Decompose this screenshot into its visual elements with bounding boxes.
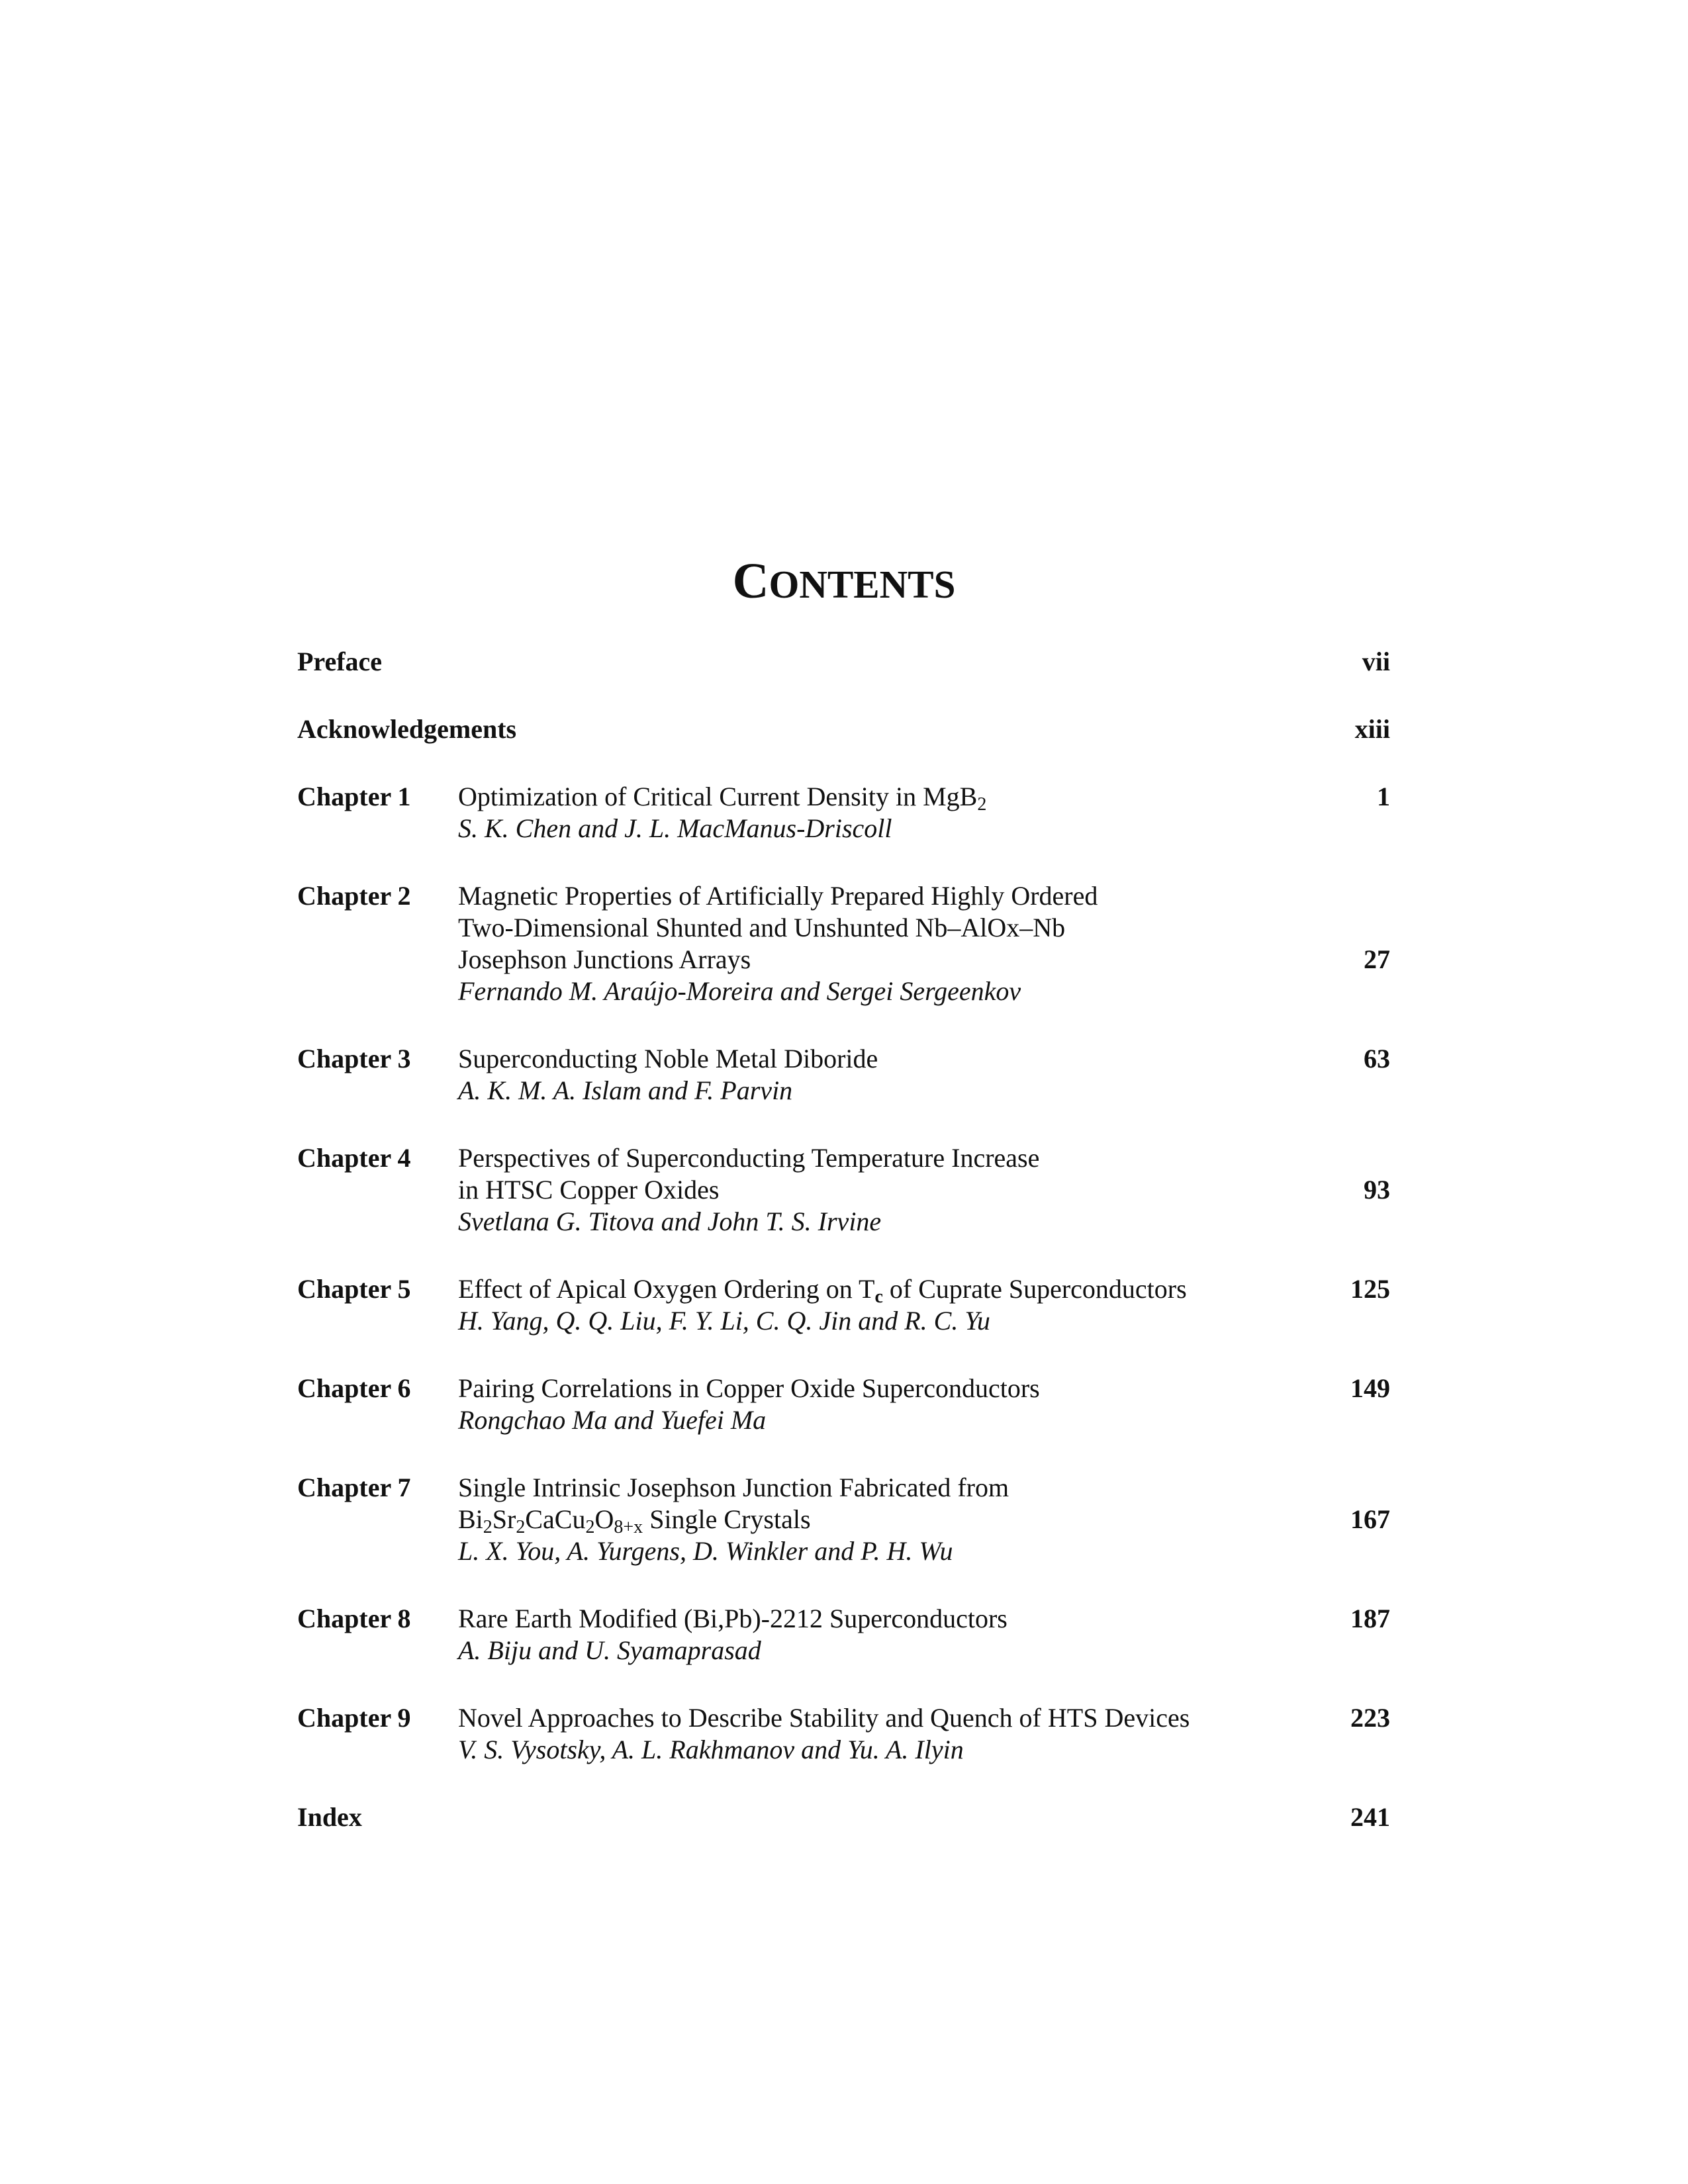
- chapter-3-title[interactable]: Superconducting Noble Metal Diboride: [458, 1044, 878, 1073]
- chapter-2-title-line-3[interactable]: Josephson Junctions Arrays: [458, 944, 751, 974]
- chapter-2-authors: Fernando M. Araújo-Moreira and Sergei Sergeenkov: [458, 976, 1021, 1006]
- chapter-8-label: Chapter 8: [297, 1604, 411, 1633]
- chapter-5-title[interactable]: Effect of Apical Oxygen Ordering on Tc of Cuprate Superconductors: [458, 1274, 1187, 1307]
- chapter-8-title[interactable]: Rare Earth Modified (Bi,Pb)-2212 Superconductors: [458, 1604, 1008, 1633]
- chapter-6-page: 149: [1350, 1373, 1390, 1403]
- chapter-9-page: 223: [1350, 1703, 1390, 1733]
- chapter-4-label: Chapter 4: [297, 1143, 411, 1173]
- title-initial: C: [732, 553, 769, 609]
- chapter-3-page: 63: [1364, 1044, 1390, 1073]
- chapter-2-page: 27: [1364, 944, 1390, 974]
- chapter-7-authors: L. X. You, A. Yurgens, D. Winkler and P. H. Wu: [458, 1536, 953, 1566]
- index-page: 241: [1350, 1802, 1390, 1832]
- chapter-8-authors: A. Biju and U. Syamaprasad: [458, 1635, 761, 1665]
- chapter-1-page: 1: [1377, 782, 1390, 811]
- chapter-4-authors: Svetlana G. Titova and John T. S. Irvine: [458, 1206, 882, 1236]
- chapter-9-label: Chapter 9: [297, 1703, 411, 1733]
- chapter-4-title-line-2[interactable]: in HTSC Copper Oxides: [458, 1175, 720, 1205]
- chapter-7-page: 167: [1350, 1504, 1390, 1534]
- chapter-7-label: Chapter 7: [297, 1473, 411, 1502]
- chapter-6-label: Chapter 6: [297, 1373, 411, 1403]
- chapter-5-page: 125: [1350, 1274, 1390, 1304]
- chapter-5-label: Chapter 5: [297, 1274, 411, 1304]
- chapter-4-title-line-1[interactable]: Perspectives of Superconducting Temperature Increase: [458, 1143, 1040, 1173]
- preface-page: vii: [1362, 647, 1390, 676]
- chapter-1-label: Chapter 1: [297, 782, 411, 811]
- preface-label[interactable]: Preface: [297, 647, 383, 676]
- chapter-3-authors: A. K. M. A. Islam and F. Parvin: [458, 1075, 793, 1105]
- chapter-7-title-line-1[interactable]: Single Intrinsic Josephson Junction Fabricated from: [458, 1473, 1009, 1502]
- chapter-9-title[interactable]: Novel Approaches to Describe Stability and Quench of HTS Devices: [458, 1703, 1190, 1733]
- chapter-8-page: 187: [1350, 1604, 1390, 1633]
- chapter-1-title[interactable]: Optimization of Critical Current Density in MgB$_2$: [458, 782, 987, 815]
- chapter-6-title[interactable]: Pairing Correlations in Copper Oxide Superconductors: [458, 1373, 1040, 1403]
- acknowledgements-label[interactable]: Acknowledgements: [297, 714, 517, 744]
- chapter-4-page: 93: [1364, 1175, 1390, 1205]
- chapter-2-label: Chapter 2: [297, 881, 411, 911]
- chapter-3-label: Chapter 3: [297, 1044, 411, 1073]
- title-rest: ONTENTS: [769, 563, 956, 606]
- acknowledgements-page: xiii: [1354, 714, 1390, 744]
- chapter-1-authors: S. K. Chen and J. L. MacManus-Driscoll: [458, 813, 892, 843]
- chapter-7-title-line-2[interactable]: $Bi_2Sr_2CaCu_2O_{8+x}$ Single Crystals: [458, 1504, 811, 1537]
- chapter-2-title-line-1[interactable]: Magnetic Properties of Artificially Prepared Highly Ordered: [458, 881, 1098, 911]
- chapter-5-authors: H. Yang, Q. Q. Liu, F. Y. Li, C. Q. Jin and R. C. Yu: [458, 1306, 990, 1336]
- chapter-9-authors: V. S. Vysotsky, A. L. Rakhmanov and Yu. A. Ilyin: [458, 1735, 964, 1764]
- chapter-2-title-line-2[interactable]: Two-Dimensional Shunted and Unshunted Nb–AlOx–Nb: [458, 913, 1066, 942]
- page-title: [0, 553, 1688, 609]
- index-label[interactable]: Index: [297, 1802, 362, 1832]
- chapter-6-authors: Rongchao Ma and Yuefei Ma: [458, 1405, 767, 1435]
